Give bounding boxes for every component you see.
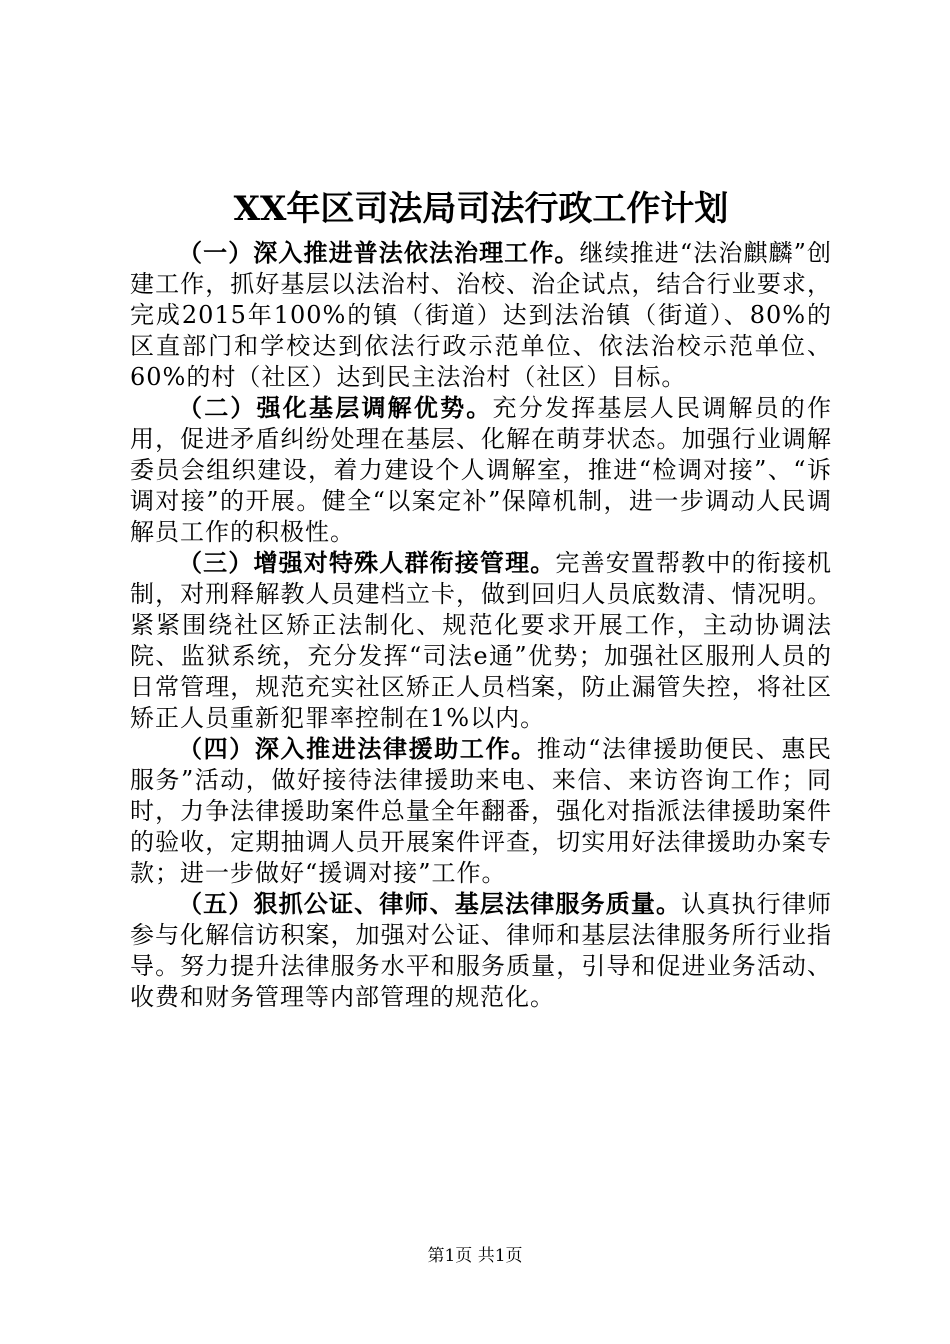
section-1 xyxy=(130,238,832,393)
section-3-body: 完善安置帮教中的衔接机制，对刑释解教人员建档立卡，做到回归人员底数清、情况明。紧紧围绕社区矫正法制化、规范化要求开展工作，主动协调法院、监狱系统，充分发挥“司法e通”优势；加强社区服刑人员的日常管理，规范充实社区矫正人员档案，防止漏管失控，将社区矫正人员重新犯罪率控制在1%以内。 xyxy=(130,549,833,732)
section-5 xyxy=(130,889,832,1013)
page-footer: 第1页 共1页 xyxy=(427,1246,523,1266)
section-2-heading: （二）强化基层调解优势。 xyxy=(178,394,493,422)
section-3-heading: （三）增强对特殊人群衔接管理。 xyxy=(178,549,556,577)
section-4-body: 推动“法律援助便民、惠民服务”活动，做好接待法律援助来电、来信、来访咨询工作；同时，力争法律援助案件总量全年翻番，强化对指派法律援助案件的验收，定期抽调人员开展案件评查，切实用好法律援助办案专款；进一步做好“援调对接”工作。 xyxy=(130,735,832,887)
section-5-heading: （五）狠抓公证、律师、基层法律服务质量。 xyxy=(178,890,682,918)
section-1-body: 继续推进“法治麒麟”创建工作，抓好基层以法治村、治校、治企试点，结合行业要求，完成2015年100%的镇（街道）达到法治镇（街道）、80%的区直部门和学校达到依法行政示范单位、依法治校示范单位、60%的村（社区）达到民主法治村（社区）目标。 xyxy=(130,239,832,391)
section-2 xyxy=(130,393,832,548)
section-4 xyxy=(130,734,832,889)
section-2-body: 充分发挥基层人民调解员的作用，促进矛盾纠纷处理在基层、化解在萌芽状态。加强行业调解委员会组织建设，着力建设个人调解室，推进“检调对接”、“诉调对接”的开展。健全“以案定补”保障机制，进一步调动人民调解员工作的积极性。 xyxy=(130,394,832,546)
section-1-heading: （一）深入推进普法依法治理工作。 xyxy=(178,239,580,267)
document-title: XX年区司法局司法行政工作计划 xyxy=(233,189,729,229)
document-page xyxy=(130,186,832,1013)
section-3 xyxy=(130,548,832,734)
section-5-body: 认真执行律师参与化解信访积案，加强对公证、律师和基层法律服务所行业指导。努力提升法律服务水平和服务质量，引导和促进业务活动、收费和财务管理等内部管理的规范化。 xyxy=(130,890,833,1011)
section-4-heading: （四）深入推进法律援助工作。 xyxy=(178,735,537,763)
